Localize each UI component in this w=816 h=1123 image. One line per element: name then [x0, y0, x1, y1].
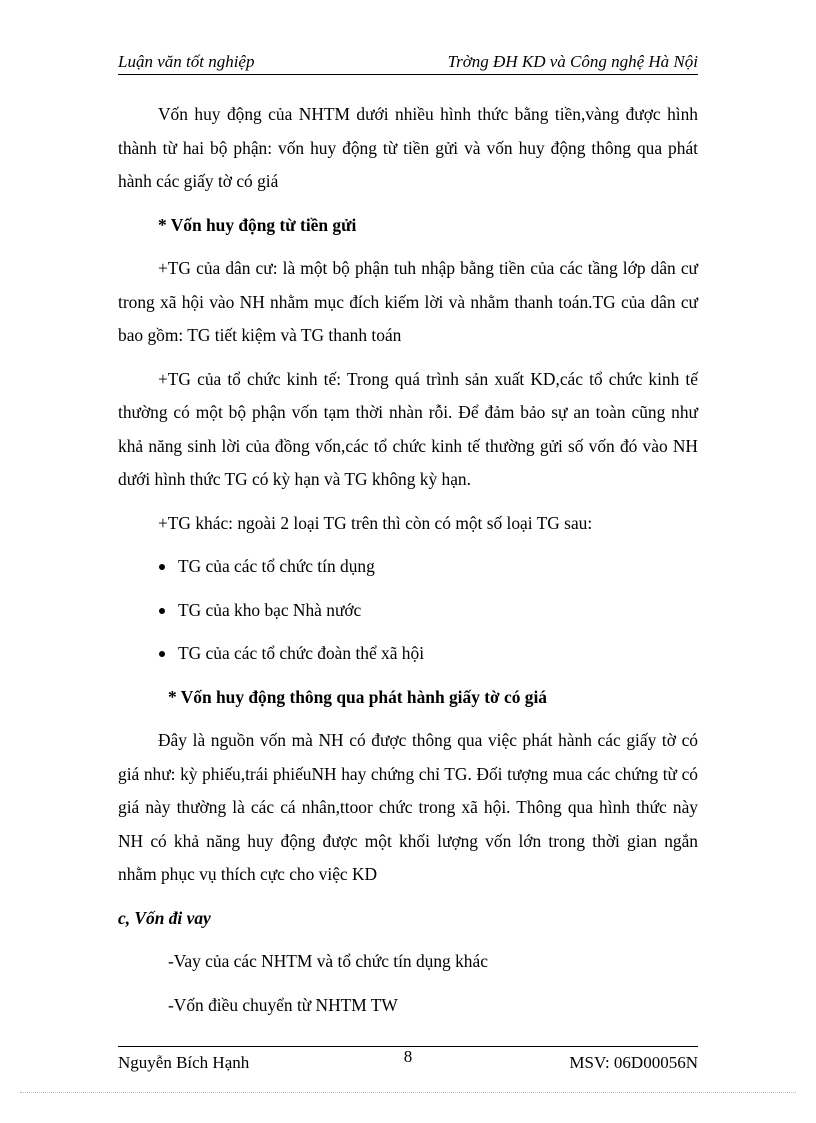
paragraph-loans: -Vay của các NHTM và tổ chức tín dụng khác [168, 951, 488, 971]
paragraph-transfer: -Vốn điều chuyển từ NHTM TW [168, 994, 398, 1015]
list-item: TG của các tổ chức tín dụng [118, 550, 698, 584]
page-footer [118, 1046, 698, 1071]
paragraph-intro: Vốn huy động của NHTM dưới nhiều hình thức bằng tiền,vàng được hình thành từ hai bộ phận: vốn huy động từ tiền gửi và vốn huy động thông qua phát hành các giấy tờ có giá [118, 104, 698, 191]
paragraph-other-deposits: +TG khác: ngoài 2 loại TG trên thì còn có một số loại TG sau: [158, 512, 593, 533]
page-break-divider [20, 1092, 796, 1093]
paragraph-securities: Đây là nguồn vốn mà NH có được thông qua việc phát hành các giấy tờ có giá như: kỳ phiếu,trái phiếuNH hay chứng chỉ TG. Đối tượng mua các chứng từ có giá này thường là các cá nhân,ttoor chức trong xã hội. Thông qua hình thức này NH có khả năng huy động được một khối lượng vốn lớn trong thời gian ngắn nhằm phục vụ thích cực cho việc KD [118, 730, 698, 884]
paragraph-org-deposits: +TG của tổ chức kinh tế: Trong quá trình sản xuất KD,các tổ chức kinh tế thường có một bộ phận vốn tạm thời nhàn rỗi. Để đảm bảo sự an toàn cũng như khả năng sinh lời của đồng vốn,các tổ chức kinh tế thường gửi số vốn đó vào NH dưới hình thức TG có kỳ hạn và TG không kỳ hạn. [118, 368, 698, 489]
header-thesis-label: Luận văn tốt nghiệp [118, 52, 255, 71]
document-body [118, 98, 698, 1032]
page-number: 8 [403, 1047, 413, 1066]
list-item: TG của kho bạc Nhà nước [118, 594, 698, 628]
page-header [118, 52, 698, 75]
section-heading-borrowed: c, Vốn đi vay [118, 907, 211, 928]
subheading-deposits: * Vốn huy động từ tiền gửi [158, 214, 357, 235]
subheading-securities: * Vốn huy động thông qua phát hành giấy tờ có giá [168, 686, 547, 707]
header-university-label: Trờng ĐH KD và Công nghệ Hà Nội [447, 52, 698, 71]
deposit-types-list [118, 550, 698, 671]
footer-student-id: MSV: 06D00056N [569, 1053, 698, 1072]
paragraph-resident-deposits: +TG của dân cư: là một bộ phận tuh nhập bằng tiền của các tầng lớp dân cư trong xã hội vào NH nhằm mục đích kiếm lời và nhằm thanh toán.TG của dân cư bao gồm: TG tiết kiệm và TG thanh toán [118, 258, 698, 345]
list-item: TG của các tổ chức đoàn thể xã hội [118, 637, 698, 671]
footer-author: Nguyễn Bích Hạnh [118, 1053, 250, 1072]
